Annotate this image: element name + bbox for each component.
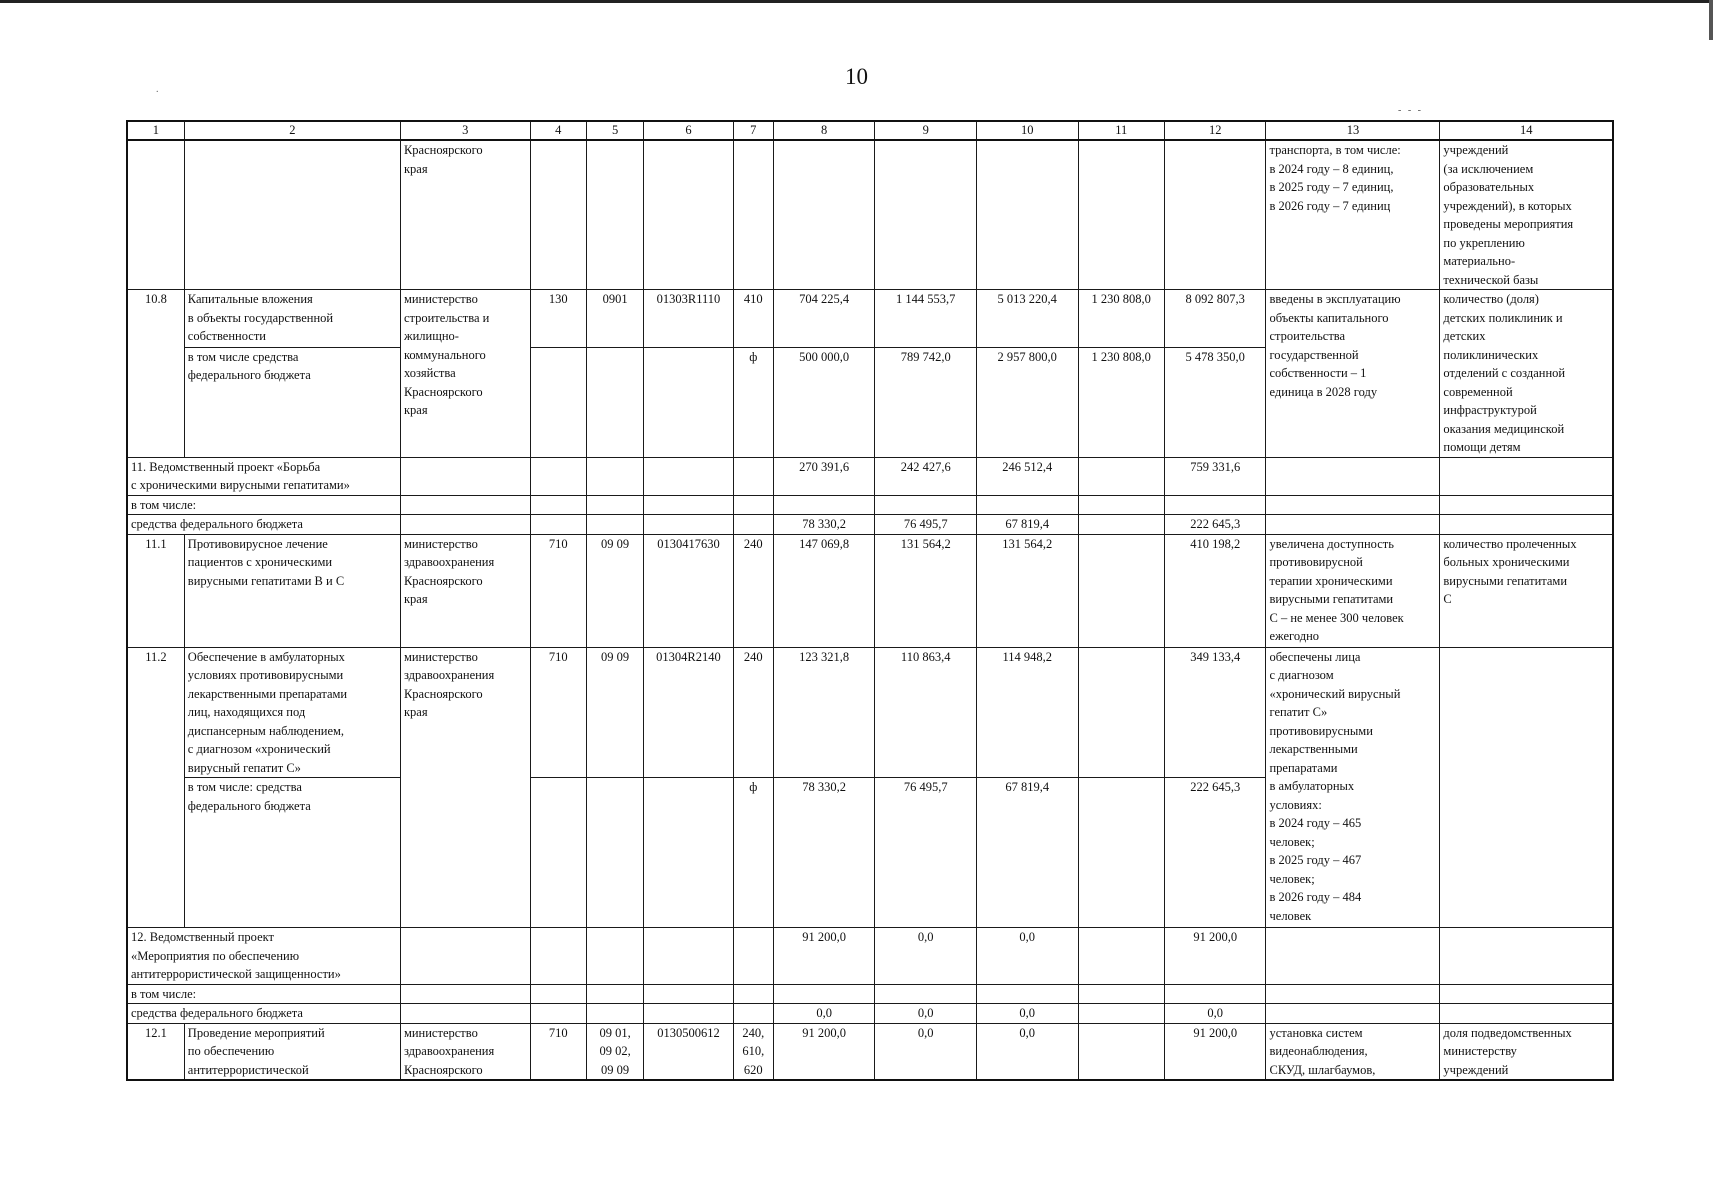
item-number: 12.1 — [127, 1023, 184, 1080]
header-mark: - - - — [1398, 105, 1423, 116]
code-cell: 240, 610, 620 — [733, 1023, 773, 1080]
responsible-cell: министерство здравоохранения Красноярского — [400, 1023, 530, 1080]
value-cell: 0,0 — [1164, 1004, 1266, 1024]
table-row — [127, 515, 1613, 535]
item-name: Проведение мероприятий по обеспечению антитеррористической — [184, 1023, 400, 1080]
table-row — [127, 290, 1613, 348]
value-cell: 67 819,4 — [976, 515, 1078, 535]
value-cell: 759 331,6 — [1164, 457, 1266, 495]
value-cell: 242 427,6 — [875, 457, 977, 495]
value-cell: 222 645,3 — [1164, 515, 1266, 535]
value-cell: 76 495,7 — [875, 778, 977, 928]
value-cell: 1 230 808,0 — [1078, 347, 1164, 457]
col-header: 8 — [773, 121, 875, 140]
item-name: в том числе средства федерального бюджета — [184, 347, 400, 457]
item-name: в том числе: средства федерального бюджета — [184, 778, 400, 928]
item-number: 10.8 — [127, 290, 184, 458]
value-cell: 500 000,0 — [773, 347, 875, 457]
result-cell: транспорта, в том числе: в 2024 году – 8 единиц, в 2025 году – 7 единиц, в 2026 году – 7 единиц — [1266, 140, 1440, 290]
code-cell: 710 — [530, 647, 586, 778]
code-cell: 240 — [733, 647, 773, 778]
table-row — [127, 457, 1613, 495]
value-cell: 246 512,4 — [976, 457, 1078, 495]
code-cell: 410 — [733, 290, 773, 348]
indicator-cell: учреждений (за исключением образовательных учреждений), в которых проведены мероприятия по укреплению материально- технической базы — [1440, 140, 1613, 290]
col-header: 4 — [530, 121, 586, 140]
col-header: 9 — [875, 121, 977, 140]
code-cell: 130 — [530, 290, 586, 348]
col-header: 7 — [733, 121, 773, 140]
col-header: 14 — [1440, 121, 1613, 140]
subtotal-label: в том числе: — [127, 495, 400, 515]
value-cell: 110 863,4 — [875, 647, 977, 778]
value-cell: 789 742,0 — [875, 347, 977, 457]
value-cell: 123 321,8 — [773, 647, 875, 778]
value-cell: 91 200,0 — [1164, 1023, 1266, 1080]
responsible-cell: министерство строительства и жилищно- коммунального хозяйства Красноярского края — [400, 290, 530, 458]
table-row — [127, 1023, 1613, 1080]
code-cell: 01303R1110 — [644, 290, 733, 348]
value-cell: 0,0 — [875, 928, 977, 985]
indicator-cell: количество пролеченных больных хроническими вирусными гепатитами С — [1440, 534, 1613, 647]
code-cell: ф — [733, 778, 773, 928]
column-number-row — [127, 121, 1613, 140]
value-cell: 91 200,0 — [773, 1023, 875, 1080]
value-cell: 0,0 — [976, 928, 1078, 985]
value-cell: 91 200,0 — [773, 928, 875, 985]
code-cell: 710 — [530, 1023, 586, 1080]
value-cell: 349 133,4 — [1164, 647, 1266, 778]
code-cell: ф — [733, 347, 773, 457]
table-row — [127, 495, 1613, 515]
value-cell: 147 069,8 — [773, 534, 875, 647]
result-cell: увеличена доступность противовирусной терапии хроническими вирусными гепатитами С – не менее 300 человек ежегодно — [1266, 534, 1440, 647]
code-cell: 09 09 — [586, 534, 643, 647]
table-row — [127, 534, 1613, 647]
table-row — [127, 928, 1613, 985]
value-cell: 0,0 — [875, 1004, 977, 1024]
table-row — [127, 140, 1613, 290]
page-number: 10 — [845, 64, 868, 89]
value-cell: 131 564,2 — [875, 534, 977, 647]
value-cell: 0,0 — [773, 1004, 875, 1024]
value-cell: 5 013 220,4 — [976, 290, 1078, 348]
budget-table — [126, 120, 1614, 1081]
code-cell: 0130417630 — [644, 534, 733, 647]
col-header: 13 — [1266, 121, 1440, 140]
col-header: 6 — [644, 121, 733, 140]
value-cell: 270 391,6 — [773, 457, 875, 495]
code-cell: 710 — [530, 534, 586, 647]
right-edge-mark — [1709, 0, 1713, 40]
col-header: 10 — [976, 121, 1078, 140]
value-cell: 1 144 553,7 — [875, 290, 977, 348]
item-number: 11.1 — [127, 534, 184, 647]
col-header: 12 — [1164, 121, 1266, 140]
col-header: 11 — [1078, 121, 1164, 140]
value-cell: 114 948,2 — [976, 647, 1078, 778]
result-cell: установка систем видеонаблюдения, СКУД, шлагбаумов, — [1266, 1023, 1440, 1080]
subtotal-label: средства федерального бюджета — [127, 1004, 400, 1024]
responsible-cell: Красноярского края — [400, 140, 530, 290]
item-name: Капитальные вложения в объекты государственной собственности — [184, 290, 400, 348]
value-cell: 410 198,2 — [1164, 534, 1266, 647]
value-cell: 704 225,4 — [773, 290, 875, 348]
value-cell: 0,0 — [875, 1023, 977, 1080]
result-cell: введены в эксплуатацию объекты капитального строительства государственной собственности – 1 единица в 2028 году — [1266, 290, 1440, 458]
col-header: 1 — [127, 121, 184, 140]
code-cell: 09 01, 09 02, 09 09 — [586, 1023, 643, 1080]
value-cell: 131 564,2 — [976, 534, 1078, 647]
value-cell: 76 495,7 — [875, 515, 977, 535]
code-cell: 09 09 — [586, 647, 643, 778]
value-cell: 0,0 — [976, 1004, 1078, 1024]
table-row — [127, 1004, 1613, 1024]
col-header: 3 — [400, 121, 530, 140]
value-cell: 2 957 800,0 — [976, 347, 1078, 457]
table-row — [127, 647, 1613, 778]
value-cell: 91 200,0 — [1164, 928, 1266, 985]
value-cell: 67 819,4 — [976, 778, 1078, 928]
item-name: Обеспечение в амбулаторных условиях противовирусными лекарственными препаратами лиц, находящихся под диспансерным наблюдением, с диагнозом «хронический вирусный гепатит С» — [184, 647, 400, 778]
subtotal-label: средства федерального бюджета — [127, 515, 400, 535]
value-cell: 222 645,3 — [1164, 778, 1266, 928]
responsible-cell: министерство здравоохранения Красноярского края — [400, 534, 530, 647]
col-header: 5 — [586, 121, 643, 140]
code-cell: 0130500612 — [644, 1023, 733, 1080]
code-cell: 240 — [733, 534, 773, 647]
table-row — [127, 984, 1613, 1004]
result-cell: обеспечены лица с диагнозом «хронический вирусный гепатит С» противовирусными лекарственными препаратами в амбулаторных условиях: в 2024 году – 465 человек; в 2025 году – 467 человек; в 2026 году – 484 человек — [1266, 647, 1440, 928]
value-cell: 78 330,2 — [773, 515, 875, 535]
value-cell: 5 478 350,0 — [1164, 347, 1266, 457]
top-border-line — [0, 0, 1713, 3]
stray-dot: . — [156, 84, 159, 95]
project-title: 11. Ведомственный проект «Борьба с хроническими вирусными гепатитами» — [127, 457, 400, 495]
subtotal-label: в том числе: — [127, 984, 400, 1004]
indicator-cell: доля подведомственных министерству учреждений — [1440, 1023, 1613, 1080]
value-cell: 78 330,2 — [773, 778, 875, 928]
col-header: 2 — [184, 121, 400, 140]
responsible-cell: министерство здравоохранения Красноярского края — [400, 647, 530, 928]
item-name: Противовирусное лечение пациентов с хроническими вирусными гепатитами В и С — [184, 534, 400, 647]
indicator-cell: количество (доля) детских поликлиник и детских поликлинических отделений с созданной современной инфраструктурой оказания медицинской помощи детям — [1440, 290, 1613, 458]
item-number: 11.2 — [127, 647, 184, 928]
value-cell: 1 230 808,0 — [1078, 290, 1164, 348]
project-title: 12. Ведомственный проект «Мероприятия по обеспечению антитеррористической защищенности» — [127, 928, 400, 985]
code-cell: 0901 — [586, 290, 643, 348]
value-cell: 8 092 807,3 — [1164, 290, 1266, 348]
code-cell: 01304R2140 — [644, 647, 733, 778]
value-cell: 0,0 — [976, 1023, 1078, 1080]
